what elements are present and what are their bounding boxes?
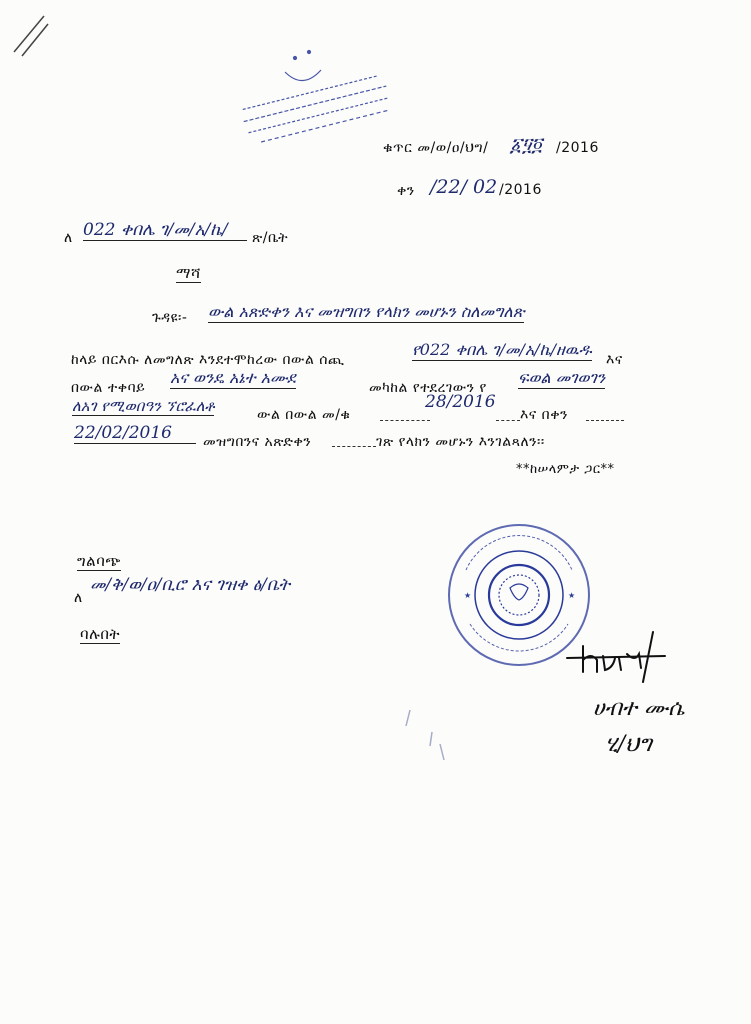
body-line4-mid: መዝግበንና አጽድቀን <box>203 434 312 450</box>
body-line3-contract-no: 28/2016 <box>425 392 496 412</box>
body-line2-hand2: ፍወል መገወገን <box>518 368 606 387</box>
body-line2-mid: መካከል የተደረገውን የ <box>369 380 487 396</box>
copy-label: ግልባጭ <box>77 552 121 570</box>
signatory-title: ሂ/ህግ <box>605 732 652 757</box>
svg-text:★: ★ <box>464 591 472 600</box>
body-line4-end: ገጽ የላክን መሆኑን እንገልጻለን፡፡ <box>376 434 545 450</box>
signed-label: ባሉበት <box>80 625 121 643</box>
ink-specks <box>380 700 460 770</box>
body-line2-hand1: አና ወንዴ አኔተ አሙደ <box>170 368 296 387</box>
addressee-word: ማሻ <box>176 264 201 282</box>
recipient-name: 022 ቀበሌ ገ/መ/አ/ኬ/ <box>83 220 247 241</box>
line4-dots <box>332 446 376 447</box>
body-line1-hand: የ022 ቀበሌ ገ/መ/አ/ኬ/ዘዉዱ <box>412 340 592 359</box>
line3-dots-c <box>586 420 624 421</box>
ref-year: /2016 <box>556 140 599 156</box>
line3-dots-b <box>496 420 520 421</box>
body-line3-mid: ውል በውል መ/ቁ <box>257 407 351 423</box>
recipient-prefix: ለ <box>64 230 73 246</box>
copy-recipient: መ/ቅ/ወ/ዐ/ቢሮ እና ገዝቀ ፅ/ቤት <box>90 575 290 595</box>
svg-text:★: ★ <box>568 591 576 600</box>
subject-text: ውል አጽድቀን እና መዝግበን የላክን መሆኑን ስለመግለጽ <box>208 302 525 321</box>
date-label: ቀን <box>397 183 415 199</box>
top-stamp <box>225 30 405 160</box>
corner-mark <box>10 10 50 60</box>
recipient-suffix: ጽ/ቤት <box>252 230 289 246</box>
closing: **ከሠላምታ ጋር** <box>516 462 615 477</box>
body-line3-end: እና በቀን <box>520 407 568 423</box>
date-year: /2016 <box>499 182 542 198</box>
copy-prefix: ለ <box>74 590 83 606</box>
signature <box>565 628 675 688</box>
body-line1-end: እና <box>606 352 623 368</box>
body-line1-start: ከላይ በርእሱ ለመግለጽ እንደተሞከረው በውል ሰጪ <box>71 352 345 368</box>
ref-label: ቁጥር መ/ወ/ዐ/ህግ/ <box>383 140 489 156</box>
line3-dots-a <box>380 420 430 421</box>
body-line2-start: በውል ተቀባይ <box>71 380 146 396</box>
date-value: /22/ 02 <box>430 176 498 198</box>
body-line3-hand1: ለአገ የሚወበዓን ኘሮፈለቶ <box>72 397 215 415</box>
ref-number: ፩፶፬ <box>510 134 542 156</box>
subject-label: ጉዳዩ፡- <box>152 310 188 326</box>
body-line4-date: 22/02/2016 <box>74 423 196 444</box>
signatory-name: ሀብተ ሙሴ <box>593 696 685 721</box>
